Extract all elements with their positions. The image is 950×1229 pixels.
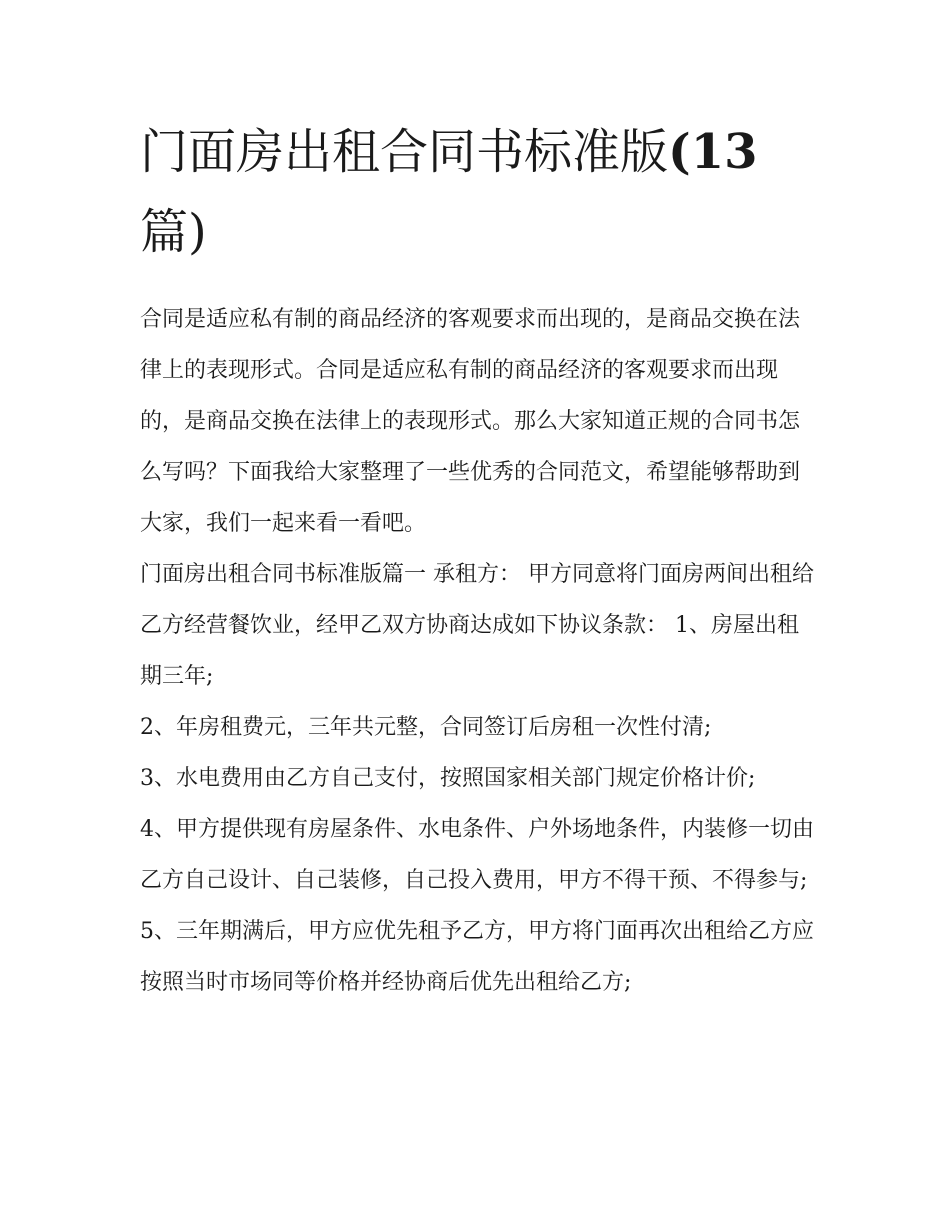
contract-clause-3: 3、水电费用由乙方自己支付，按照国家相关部门规定价格计价;: [140, 766, 756, 791]
contract-clause-5: 5、三年期满后，甲方应优先租予乙方，甲方将门面再次出租给乙方应按照当时市场同等价格并经协商后优先出租给乙方;: [140, 919, 814, 995]
document-title: 门面房出租合同书标准版(13篇): [140, 124, 758, 260]
contract-clause-4: 4、甲方提供现有房屋条件、水电条件、户外场地条件，内装修一切由乙方自己设计、自己装修，自己投入费用，甲方不得干预、不得参与;: [140, 817, 814, 893]
document-page: [140, 112, 820, 1008]
contract-clause-2: 2、年房租费元，三年共元整，合同签订后房租一次性付清;: [140, 715, 712, 740]
intro-paragraph: 合同是适应私有制的商品经济的客观要求而出现的，是商品交换在法律上的表现形式。合同是适应私有制的商品经济的客观要求而出现的，是商品交换在法律上的表现形式。那么大家知道正规的合同书怎么写吗？下面我给大家整理了一些优秀的合同范文，希望能够帮助到大家，我们一起来看一看吧。: [140, 307, 801, 536]
document-body: [140, 294, 820, 1008]
contract-paragraph-1: 门面房出租合同书标准版篇一 承租方： 甲方同意将门面房两间出租给乙方经营餐饮业，经甲乙双方协商达成如下协议条款： 1、房屋出租期三年;: [140, 562, 814, 689]
